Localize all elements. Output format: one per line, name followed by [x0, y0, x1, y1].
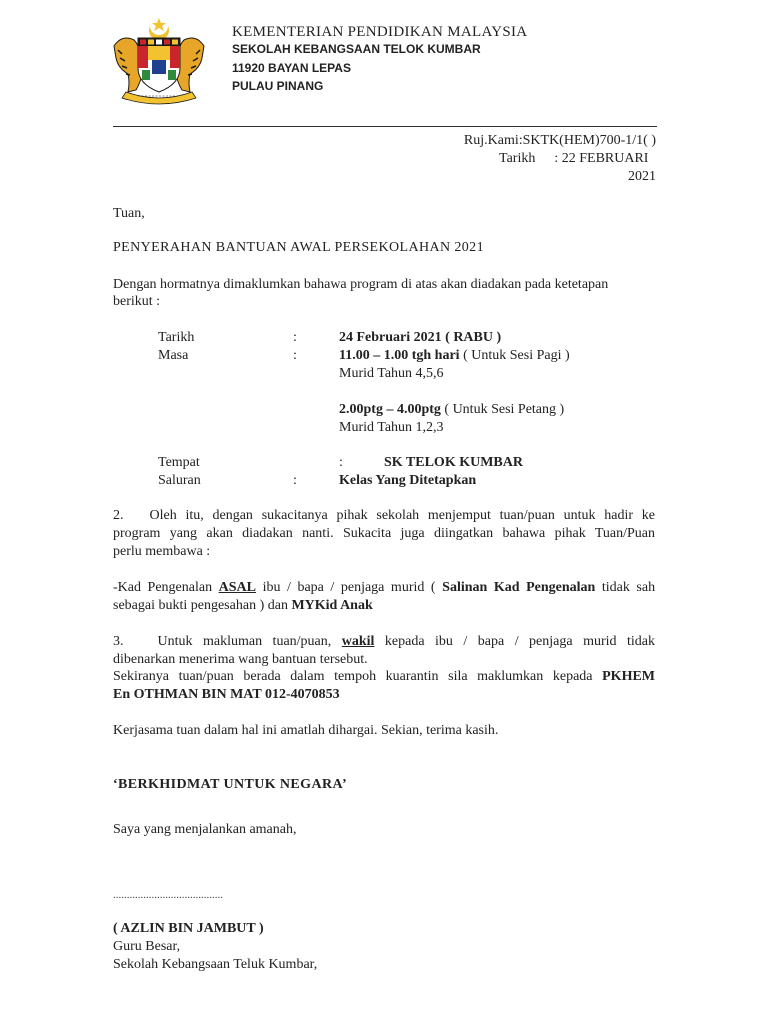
schedule-channel-label: Saluran: [158, 473, 201, 488]
para2-line-3: perlu membawa :: [113, 544, 211, 559]
signature-line: ........................................: [113, 889, 223, 901]
requirements-mid: ibu / bapa / penjaga murid (: [262, 580, 436, 595]
schedule-place-label: Tempat: [158, 455, 200, 470]
para3-wakil: wakil: [341, 634, 375, 649]
session-morning-pupils: Murid Tahun 4,5,6: [339, 366, 444, 381]
para3-number: 3.: [113, 634, 124, 649]
reference-year: 2021: [628, 169, 656, 184]
schedule-time-colon: :: [293, 348, 297, 363]
schedule-date-value: 24 Februari 2021 ( RABU ): [339, 330, 502, 345]
schedule-time-label: Masa: [158, 348, 189, 363]
signatory-title: Guru Besar,: [113, 939, 181, 954]
requirements-mykid: MYKid Anak: [291, 598, 373, 613]
coat-of-arms-logo: [108, 16, 210, 106]
para3-line-1b: kepada ibu / bapa / penjaga murid tidak: [384, 634, 655, 649]
para2-line-1: [113, 507, 655, 525]
session-afternoon: [339, 401, 564, 419]
reference-number: Ruj.Kami:SKTK(HEM)700-1/1( ): [463, 133, 656, 148]
schedule-channel-value: Kelas Yang Ditetapkan: [339, 473, 477, 488]
para3-pkhem: PKHEM: [602, 669, 656, 684]
para3-contact: En OTHMAN BIN MAT 012-4070853: [113, 687, 340, 702]
para3-line-1a: Untuk makluman tuan/puan,: [157, 634, 332, 649]
para2-number: 2.: [113, 508, 124, 523]
school-postcode-city: 11920 BAYAN LEPAS: [232, 61, 351, 75]
reference-date-value: : 22 FEBRUARI: [554, 151, 649, 166]
signatory-school: Sekolah Kebangsaan Teluk Kumbar,: [113, 957, 318, 972]
schedule-channel-colon: :: [293, 473, 297, 488]
requirements-line-1: [113, 579, 655, 597]
header-divider: [113, 126, 657, 127]
para2-line-1-text: Oleh itu, dengan sukacitanya pihak sekolah menjemput tuan/puan untuk hadir ke: [149, 508, 655, 523]
signatory-name: ( AZLIN BIN JAMBUT ): [113, 921, 264, 936]
schedule-place-colon: :: [339, 455, 343, 470]
session-morning: [339, 347, 570, 365]
session-afternoon-note: ( Untuk Sesi Petang ): [444, 402, 565, 417]
session-morning-time: 11.00 – 1.00 tgh hari: [339, 348, 460, 363]
requirements-asal: ASAL: [218, 580, 256, 595]
requirements-after: tidak sah: [601, 580, 656, 595]
requirements-line-2: [113, 597, 373, 615]
ministry-name: KEMENTERIAN PENDIDIKAN MALAYSIA: [232, 24, 528, 40]
trust-phrase: Saya yang menjalankan amanah,: [113, 822, 297, 837]
requirements-prefix: -Kad Pengenalan: [113, 580, 213, 595]
para3-line-3: [113, 668, 655, 686]
schedule-date-colon: :: [293, 330, 297, 345]
letter-subject: PENYERAHAN BANTUAN AWAL PERSEKOLAHAN 2021: [113, 240, 484, 255]
school-name: SEKOLAH KEBANGSAAN TELOK KUMBAR: [232, 42, 481, 56]
schedule-date-label: Tarikh: [158, 330, 195, 345]
reference-date: [499, 151, 648, 167]
intro-line-1: Dengan hormatnya dimaklumkan bahawa program di atas akan diadakan pada ketetapan: [113, 277, 609, 292]
para3-line-2: dibenarkan menerima wang bantuan tersebut.: [113, 652, 368, 667]
requirements-copy-ic: Salinan Kad Pengenalan: [442, 580, 596, 595]
closing-remark: Kerjasama tuan dalam hal ini amatlah dihargai. Sekian, terima kasih.: [113, 723, 499, 738]
motto: ‘BERKHIDMAT UNTUK NEGARA’: [113, 777, 348, 792]
session-afternoon-pupils: Murid Tahun 1,2,3: [339, 420, 444, 435]
session-afternoon-time: 2.00ptg – 4.00ptg: [339, 402, 441, 417]
schedule-place-value: SK TELOK KUMBAR: [384, 455, 523, 470]
para3-line-3a: Sekiranya tuan/puan berada dalam tempoh kuarantin sila maklumkan kepada: [113, 669, 593, 684]
requirements-line-2-text: sebagai bukti pengesahan ) dan: [113, 598, 288, 613]
salutation: Tuan,: [113, 206, 145, 221]
para3-line-1: [113, 633, 655, 651]
school-state: PULAU PINANG: [232, 79, 324, 93]
intro-line-2: berikut :: [113, 294, 161, 309]
session-morning-note: ( Untuk Sesi Pagi ): [463, 348, 570, 363]
reference-date-label: Tarikh: [499, 151, 536, 166]
para2-line-2: program yang akan diadakan nanti. Sukacita juga diingatkan bahawa pihak Tuan/Puan: [113, 526, 655, 541]
